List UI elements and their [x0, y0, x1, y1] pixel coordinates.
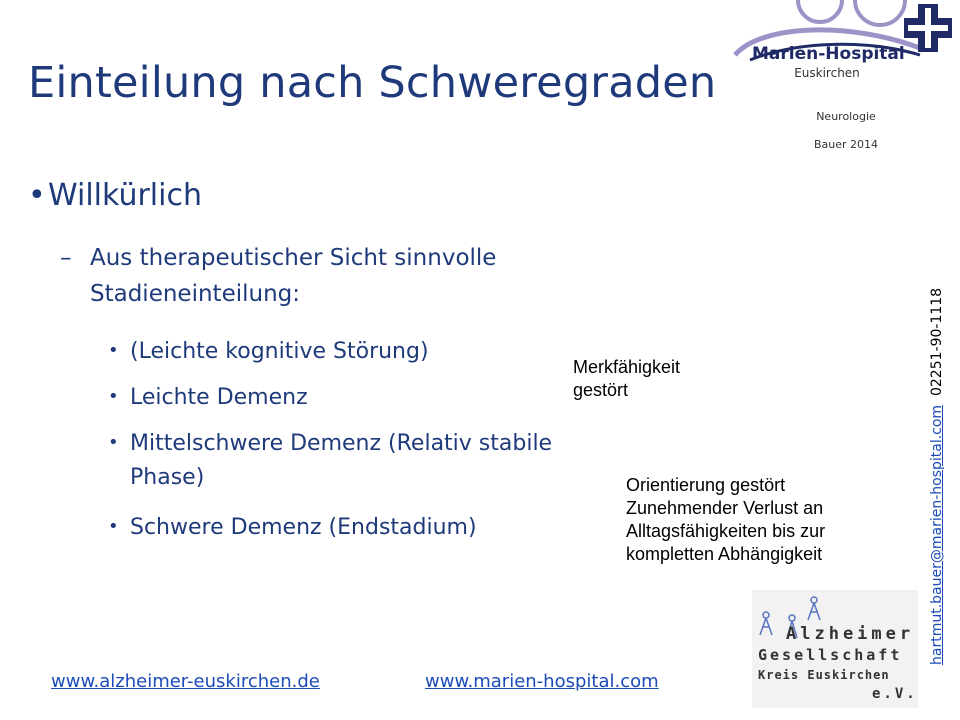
stage-item — [108, 334, 429, 369]
stage-item — [108, 380, 308, 415]
assoc-line2: Gesellschaft — [758, 646, 903, 664]
bullet-dot-icon: • — [108, 386, 119, 407]
note-line: Orientierung gestört — [626, 475, 786, 495]
bullet-dot-icon: • — [108, 340, 119, 361]
bullet-dot-icon: • — [108, 516, 119, 537]
bullet-level1-text: Willkürlich — [48, 178, 202, 213]
stage-item — [108, 426, 552, 495]
stage-text-cont: Phase) — [130, 465, 205, 490]
footer-link-alzheimer[interactable]: www.alzheimer-euskirchen.de — [51, 671, 320, 692]
hospital-name: Marien-Hospital — [752, 44, 905, 64]
assoc-line3: Kreis Euskirchen — [758, 668, 890, 682]
logo-circle-2 — [855, 0, 905, 25]
note-line: kompletten Abhängigkeit — [626, 544, 823, 564]
assoc-line1: Alzheimer — [786, 624, 915, 644]
stage-text: (Leichte kognitive Störung) — [130, 339, 429, 364]
assoc-line4: e.V. — [872, 686, 918, 702]
bullet-level1 — [28, 178, 202, 213]
phone-number: 02251-90-1118 — [929, 287, 945, 397]
dash-icon: – — [60, 245, 72, 271]
stage-text: Leichte Demenz — [130, 385, 308, 410]
vertical-contact — [929, 288, 945, 665]
bullet-level2 — [60, 240, 496, 312]
alzheimer-society-logo — [752, 590, 918, 708]
slide-title: Einteilung nach Schweregraden — [28, 58, 717, 108]
bullet-dot-icon: • — [108, 432, 119, 453]
note-merkfaehigkeit — [573, 356, 680, 402]
logo-circle — [798, 0, 842, 22]
stage-text: Mittelschwere Demenz (Relativ stabile — [130, 431, 553, 456]
note-line: Zunehmender Verlust an — [626, 498, 824, 518]
note-line: gestört — [573, 380, 629, 400]
note-line: Merkfähigkeit — [573, 357, 681, 377]
bullet-dot-icon: • — [28, 178, 46, 213]
email-link[interactable]: hartmut.bauer@marien-hospital.com — [929, 404, 945, 665]
note-line: Alltagsfähigkeiten bis zur — [626, 521, 826, 541]
hospital-city: Euskirchen — [794, 66, 860, 80]
level2-line1: Aus therapeutischer Sicht sinnvolle — [90, 245, 497, 271]
footer-link-hospital[interactable]: www.marien-hospital.com — [425, 671, 659, 692]
department-label: Neurologie — [816, 110, 876, 123]
stage-item — [108, 510, 477, 545]
author-year-label: Bauer 2014 — [813, 138, 879, 151]
level2-line2: Stadieneinteilung: — [90, 281, 300, 307]
stage-text: Schwere Demenz (Endstadium) — [130, 515, 477, 540]
note-orientierung — [626, 474, 825, 566]
